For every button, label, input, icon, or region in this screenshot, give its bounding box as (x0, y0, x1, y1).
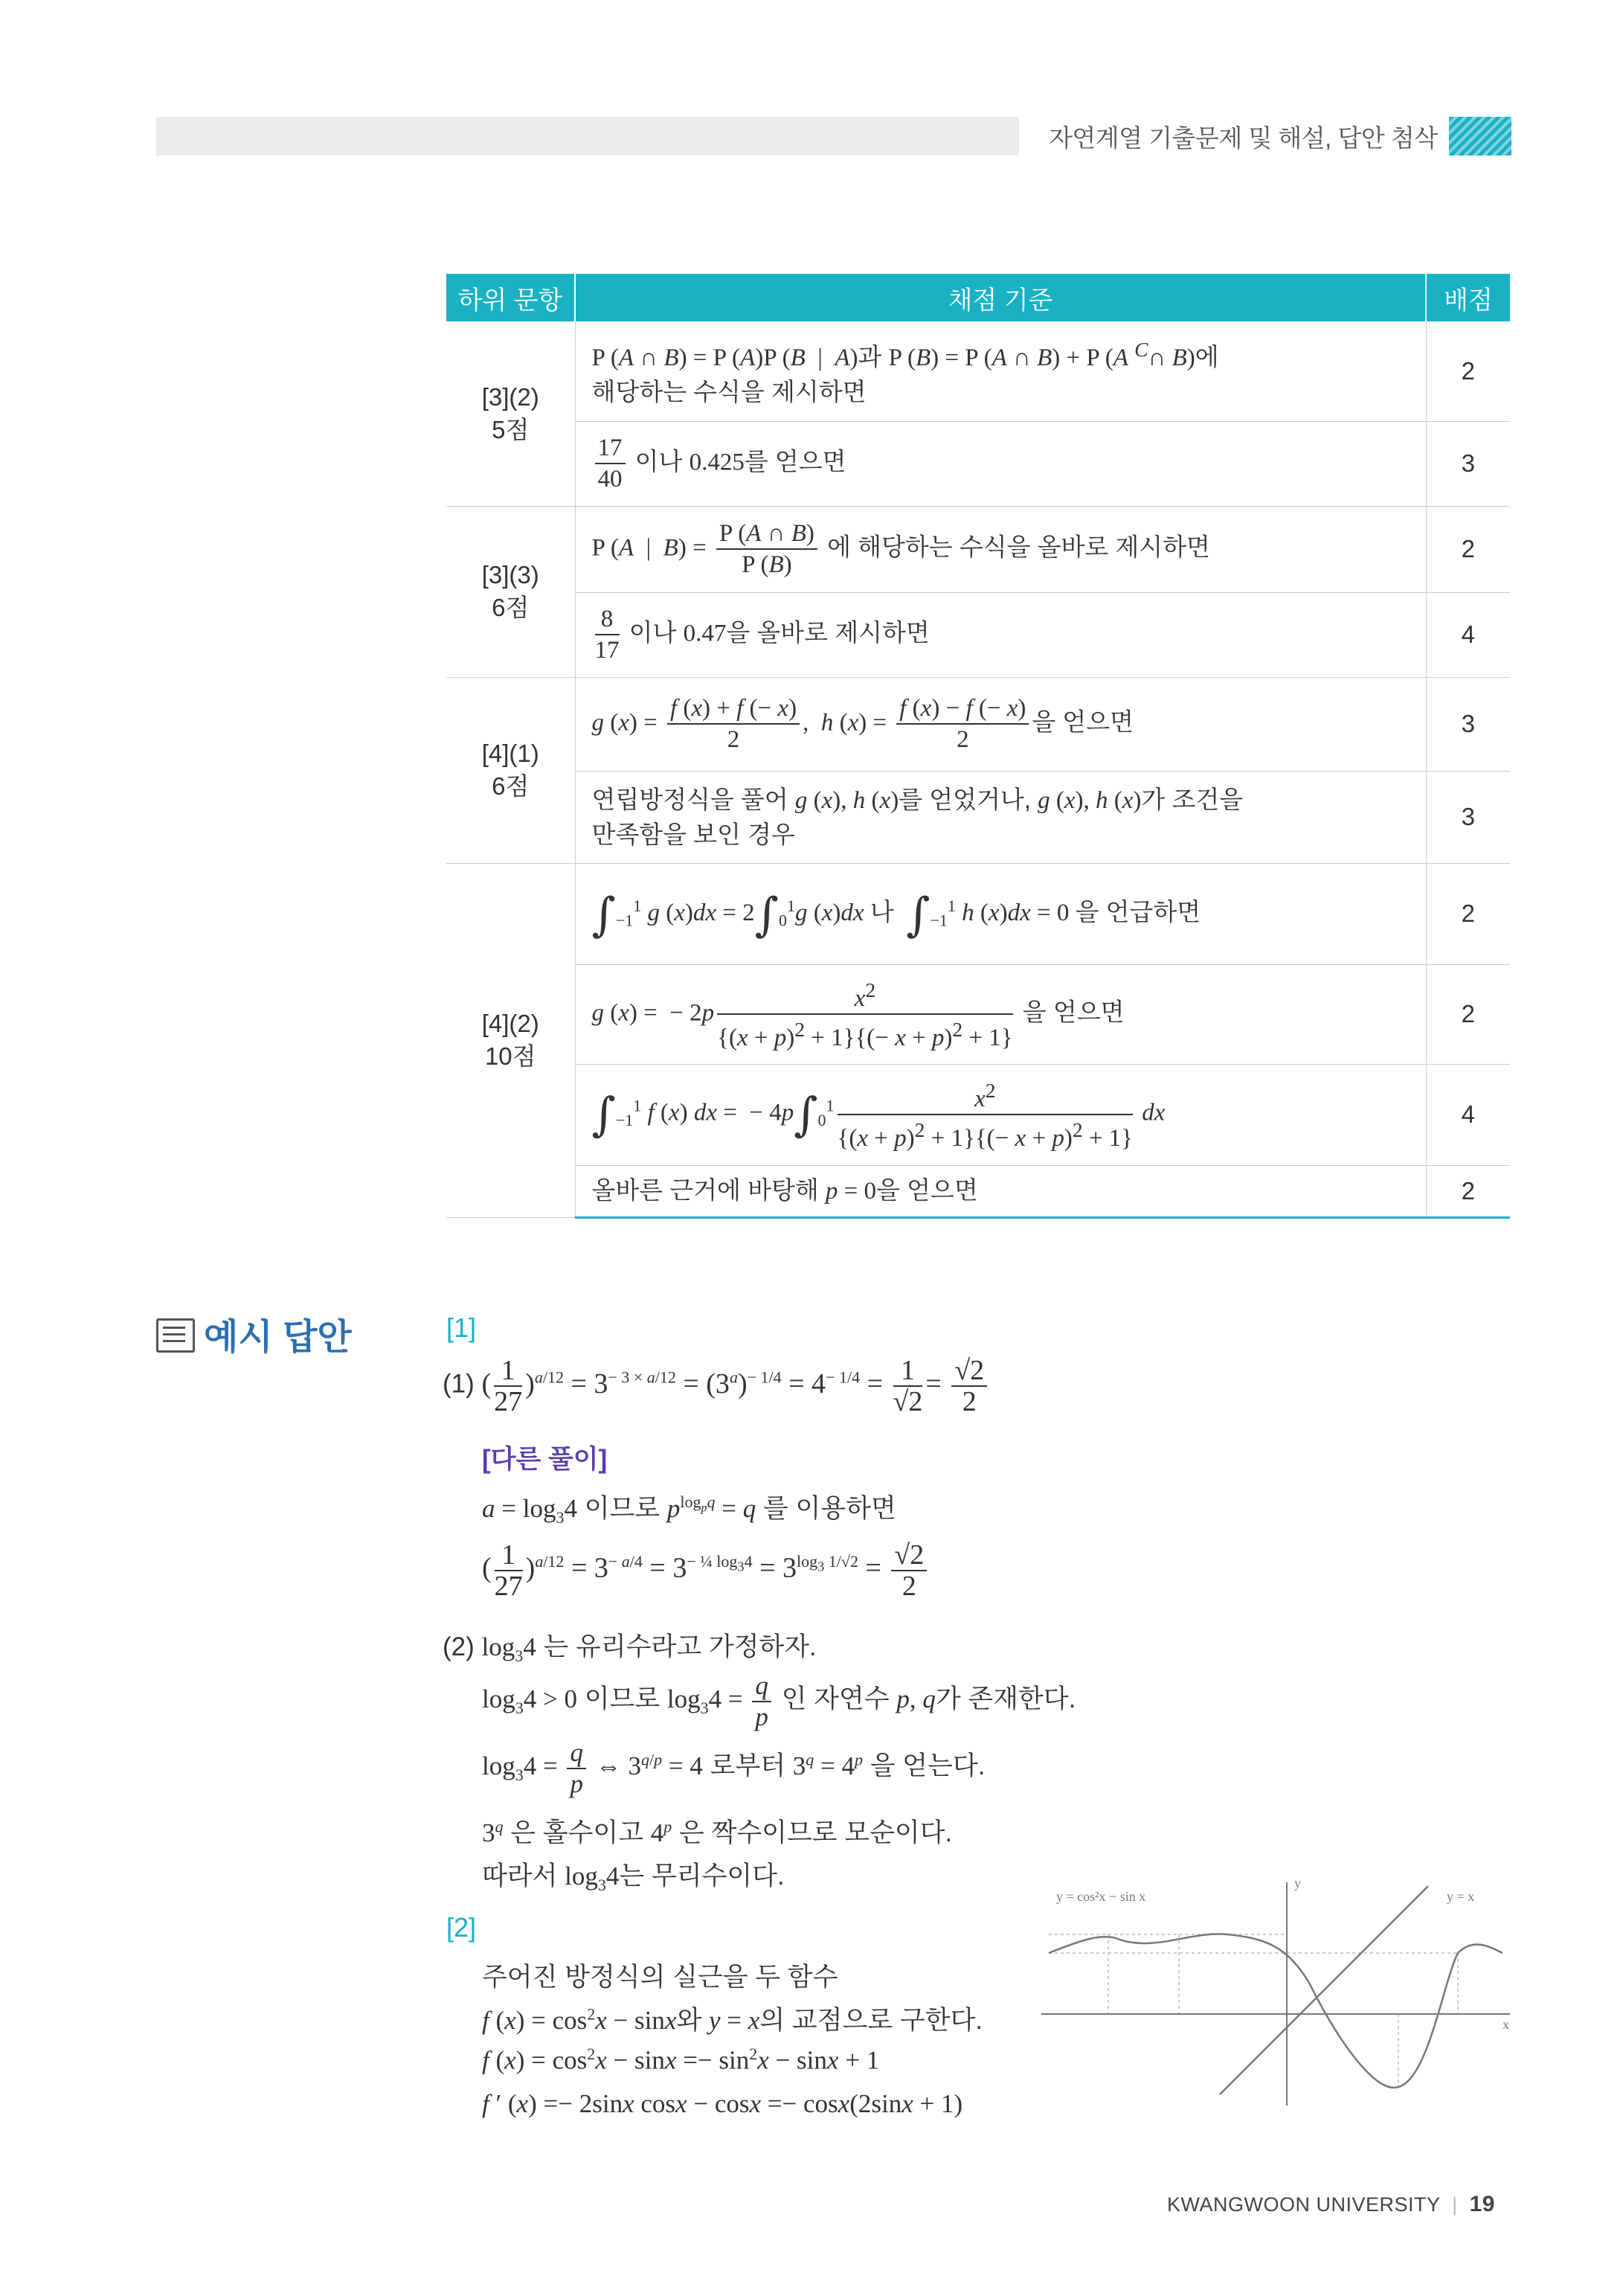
table-header-row (446, 274, 1510, 321)
points-cell: 3 (1426, 421, 1510, 506)
text: 은 홀수이고 (510, 1818, 644, 1847)
criterion-cell: $\frac{8}{17}$ 이나 0.47을 올바로 제시하면 (575, 592, 1426, 677)
section-title: 예시 답안 (204, 1318, 352, 1357)
text: 은 짝수이므로 모순이다. (678, 1818, 953, 1847)
table-row (446, 506, 1510, 592)
section-label-2: [2] (446, 1912, 477, 1943)
sub-points: 10점 (484, 1042, 536, 1070)
col-criterion: 채점 기준 (575, 274, 1426, 321)
table-row (446, 964, 1510, 1064)
graph-label-line: y = x (1447, 1889, 1475, 1904)
text: 따라서 (482, 1862, 558, 1891)
text: 이므로 (584, 1494, 661, 1523)
points-cell: 2 (1426, 321, 1510, 421)
table-row (446, 677, 1510, 771)
answer-line-2c: $\log_34$ = $\frac{q}{p}$ ⇔ $3^{q/p} = 4$ 로부터 $3^q = 4^p$ 을 얻는다. (482, 1738, 986, 1798)
header-stripe-mark (1449, 117, 1511, 155)
graph-axis-x: x (1503, 2017, 1509, 2032)
answer-line-s2b: f $(x) = \cos^2x - \sin x$와 y = x의 교점으로 구한다. (482, 2004, 983, 2035)
graph-axis-y: y (1294, 1876, 1301, 1891)
points-cell: 2 (1426, 964, 1510, 1064)
text: 가 존재한다. (935, 1684, 1076, 1714)
graph-label-f: y = cos²x − sin x (1056, 1889, 1146, 1904)
text: 를 이용하면 (762, 1494, 896, 1523)
sub-id: [3](2) (481, 382, 539, 411)
criterion-cell: 올바른 근거에 바탕해 p = 0을 얻으면 (575, 1165, 1426, 1217)
line-y-equals-x (1220, 1886, 1428, 2094)
col-points: 배점 (1426, 274, 1510, 321)
text: 이므로 (584, 1684, 661, 1714)
header-title: 자연계열 기출문제 및 해설, 답안 첨삭 (1049, 124, 1438, 152)
sub-cell (446, 506, 575, 677)
answer-line-alt1: $a = \log_34$ 이므로 $p^{log_pq} = q$ 를 이용하면 (482, 1492, 896, 1527)
sub-id: [4](1) (481, 740, 539, 767)
footer: KWANGWOON UNIVERSITY | 19 (1167, 2192, 1495, 2216)
answer-line-2e: 따라서 $\log_34$는 무리수이다. (482, 1862, 785, 1894)
criterion-cell: 연립방정식을 풀어 g (x), h (x)를 얻었거나, g (x), h (x)가 조건을 만족함을 보인 경우 (575, 771, 1426, 863)
answer-line-2d: 3$^q$ 은 홀수이고 4$^p$ 은 짝수이므로 모순이다. (482, 1817, 953, 1847)
criterion-cell: $\int_{-1}^1$ g $(x)dx = 2\int_0^1g$ (x)dx 나 $\int_{-1}^1$ h (x)dx = 0 을 언급하면 (575, 863, 1426, 964)
criterion-cell: P (A | B) = $\frac{P (A \cap B)}{P (B)}$ 에 해당하는 수식을 올바로 제시하면 (575, 506, 1426, 592)
points-cell: 4 (1426, 592, 1510, 677)
criterion-cell: $\frac{17}{40}$ 이나 0.425를 얻으면 (575, 421, 1426, 506)
answer-line-2b: $\log_34 > 0$ 이므로 $\log_34$ = $\frac{q}{p}$ 인 자연수 p, q가 존재한다. (482, 1671, 1076, 1731)
sub-cell (446, 863, 575, 1217)
text: 을 얻는다. (870, 1751, 986, 1781)
criterion-cell: g (x) = $\frac{f (x) + f (- x)}{2}$ , h (x) = $\frac{f (x) - f (- x)}{2}$ 을 얻으면 (575, 677, 1426, 771)
sub-id: [3](3) (481, 561, 539, 589)
points-cell: 3 (1426, 677, 1510, 771)
answer-line-alt2: ( $\frac{1}{27}$ )$^{a/12} = 3^{- a/4} = 3^{- \frac{1}{4} log_34} = 3^{log_3 1/√2}$ = $\frac{√2}{2}$ (482, 1540, 930, 1601)
criterion-cell: $\int_{-1}^1$ f (x) dx = − $4p\int_0^1$ $\frac{x^2}{\{(x + p)^2 + 1\}\{(- x + p)^2 + 1\}}$ dx (575, 1064, 1426, 1165)
item-number: (1) (443, 1369, 475, 1399)
table-row (446, 771, 1510, 863)
text: 는 유리수라고 가정하자. (543, 1632, 817, 1661)
criterion-cell: P (A ∩ B) = P (A)P (B | A)과 P (B) = P (A ∩ B) + P (A $^C$∩ B)에 해당하는 수식을 제시하면 (575, 321, 1426, 421)
table-row (446, 592, 1510, 677)
function-graph (1041, 1871, 1517, 2109)
sub-points: 5점 (492, 415, 530, 443)
sub-points: 6점 (492, 772, 530, 800)
footer-university: KWANGWOON UNIVERSITY (1167, 2193, 1441, 2216)
header-bar (156, 117, 1019, 155)
sub-cell (446, 321, 575, 506)
points-cell: 4 (1426, 1064, 1510, 1165)
points-cell: 2 (1426, 506, 1510, 592)
scoring-table (446, 274, 1510, 1219)
sub-id: [4](2) (481, 1010, 539, 1037)
text: 와 (676, 2006, 702, 2035)
criterion-cell: g (x) = − 2p $\frac{x^2}{\{(x + p)^2 + 1\}\{(- x + p)^2 + 1\}}$ 을 얻으면 (575, 964, 1426, 1064)
alt-solution-label: [다른 풀이] (482, 1445, 608, 1474)
sub-cell (446, 677, 575, 863)
points-cell: 2 (1426, 1165, 1510, 1217)
table-row (446, 1165, 1510, 1217)
answer-line-s2a: 주어진 방정식의 실근을 두 함수 (482, 1963, 838, 1992)
notepad-icon (156, 1318, 195, 1353)
item-number: (2) (443, 1632, 475, 1661)
text: 인 자연수 (781, 1684, 890, 1714)
text: 는 무리수이다. (619, 1862, 785, 1891)
answer-line-s2c: f $(x) = \cos^2x - \sin x =- \sin^2x - \sin x + 1$ (482, 2045, 880, 2075)
col-sub: 하위 문항 (446, 274, 575, 321)
points-cell: 3 (1426, 771, 1510, 863)
table-row (446, 421, 1510, 506)
text: 의 교점으로 구한다. (759, 2006, 983, 2035)
sub-points: 6점 (492, 594, 530, 621)
curve-f (1049, 1934, 1503, 2088)
answer-line-1: (1) ( $\frac{1}{27}$ )$^{a/12} = 3^{- 3 \times a/12} = (3^a)^{- 1/4} = 4^{- 1/4}$ = $\frac{1}{√2}$ = $\frac{√2}{2}$ (443, 1356, 990, 1417)
points-cell: 2 (1426, 863, 1510, 964)
table-row (446, 863, 1510, 964)
answer-line-2a: (2) $\log_34$ 는 유리수라고 가정하자. (443, 1632, 817, 1665)
page-number: 19 (1469, 2192, 1495, 2216)
answer-line-s2d: f ′ (x) =− 2sinx cosx − cosx =− cosx(2sinx + 1) (482, 2089, 963, 2118)
table-row (446, 1064, 1510, 1165)
text: 로부터 (710, 1751, 786, 1781)
section-label-1: [1] (446, 1312, 477, 1343)
table-row (446, 321, 1510, 421)
